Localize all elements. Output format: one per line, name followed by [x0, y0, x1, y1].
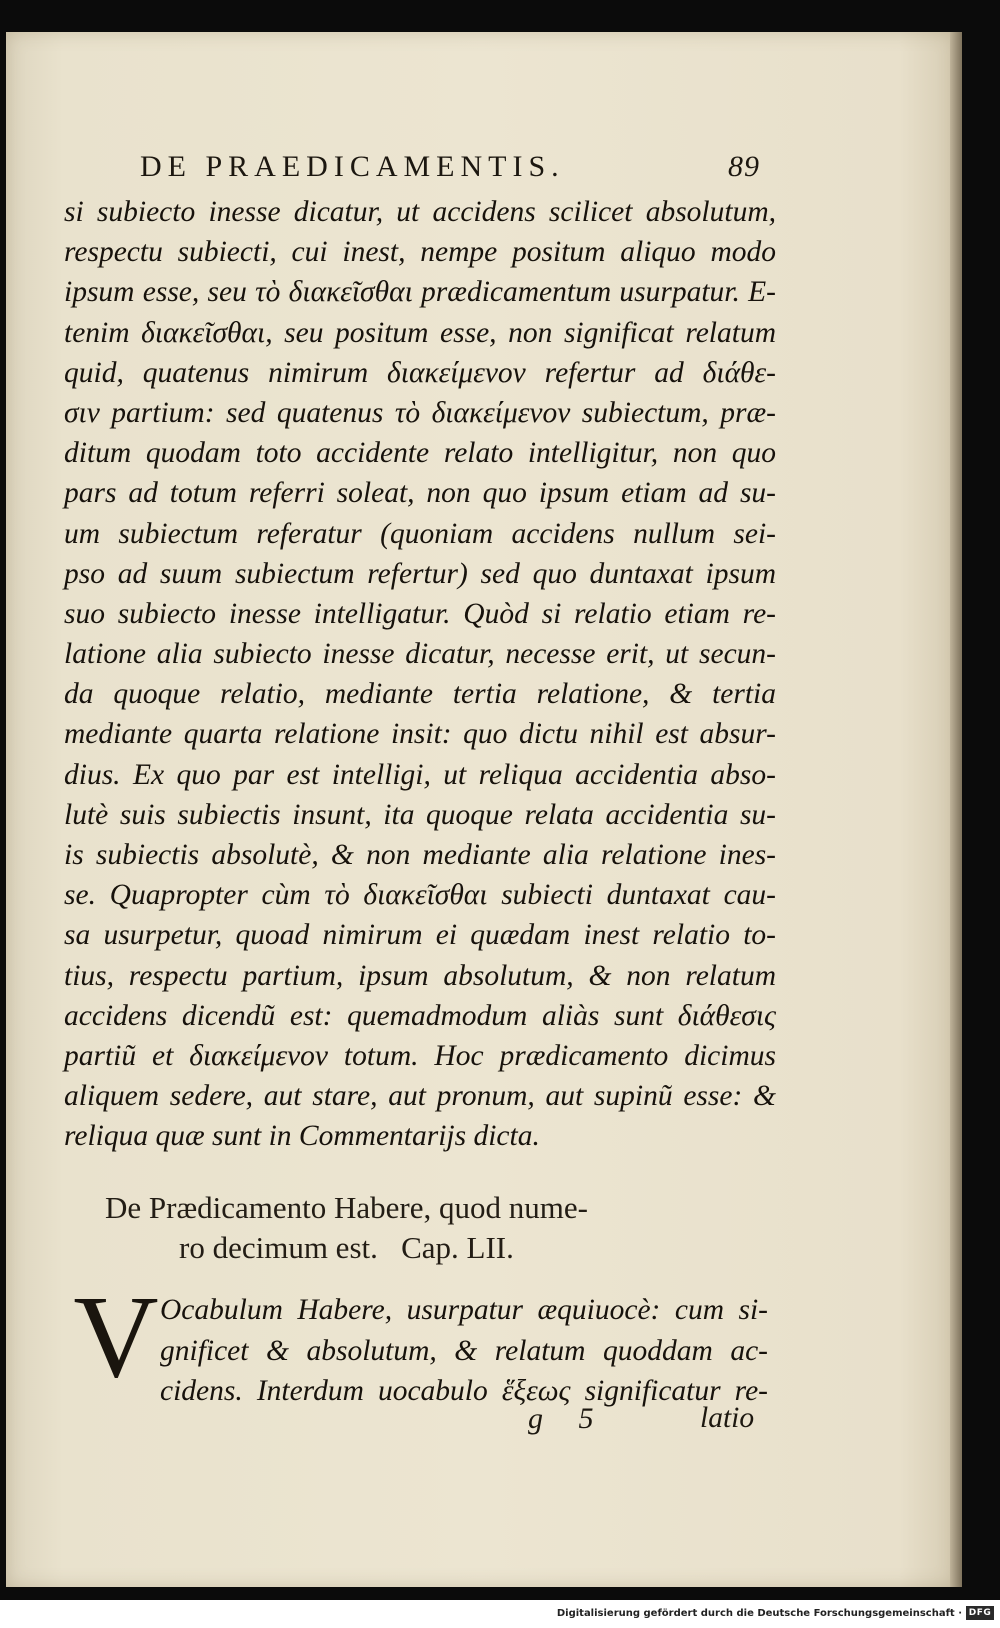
text-line: tenim διακεῖσθαι, seu positum esse, non significat relatum	[64, 316, 776, 349]
chapter-heading-line: ro decimum est. Cap. LII.	[179, 1230, 514, 1265]
drop-cap-initial: V	[73, 1271, 159, 1402]
text-line: pso ad suum subiectum refertur) sed quo duntaxat ipsum	[64, 557, 776, 590]
text-line: respectu subiecti, cui inest, nempe positum aliquo modo	[64, 236, 776, 269]
text-line: pars ad totum referri soleat, non quo ipsum etiam ad su-	[64, 477, 776, 510]
text-line: Ocabulum Habere, usurpatur æquiuocè: cum si-	[160, 1294, 768, 1326]
text-line: da quoque relatio, mediante tertia relatione, & tertia	[64, 678, 776, 711]
text-line: quid, quatenus nimirum διακείμενον refertur ad διάθε-	[64, 356, 776, 389]
text-line: suo subiecto inesse intelligatur. Quòd si relatio etiam re-	[64, 597, 776, 630]
dfg-logo: DFG	[966, 1606, 994, 1620]
text-line: is subiectis absolutè, & non mediante alia relatione ines-	[64, 839, 776, 871]
text-line: um subiectum referatur (quoniam accidens nullum sei-	[64, 517, 776, 550]
body-text	[64, 192, 776, 1157]
chapter-heading-line: De Prædicamento Habere, quod nume-	[105, 1190, 588, 1225]
text-line: se. Quapropter cùm τὸ διακεῖσθαι subiecti duntaxat cau-	[64, 879, 776, 912]
text-line: si subiecto inesse dicatur, ut accidens scilicet absolutum,	[64, 196, 776, 228]
text-line: gnificet & absolutum, & relatum quoddam ac-	[160, 1334, 768, 1367]
text-line: aliquem sedere, aut stare, aut pronum, aut supinũ esse: &	[64, 1080, 776, 1113]
running-head-title: DE PRAEDICAMENTIS.	[140, 150, 565, 183]
catchword: latio	[700, 1402, 755, 1434]
text-line: cidens. Interdum uocabulo ἕξεως significatur re-	[160, 1375, 768, 1407]
chapter-heading	[105, 1188, 765, 1268]
chapter-text	[160, 1290, 768, 1412]
text-line: latione alia subiecto inesse dicatur, necesse erit, ut secun-	[64, 638, 776, 671]
text-line: reliqua quæ sunt in Commentarijs dicta.	[64, 1120, 540, 1153]
text-line: σιν partium: sed quatenus τὸ διακείμενον subiectum, præ-	[64, 396, 776, 429]
text-line: dius. Ex quo par est intelligi, ut reliqua accidentia abso-	[64, 758, 776, 791]
text-line: tius, respectu partium, ipsum absolutum, & non relatum	[64, 959, 776, 992]
text-line: lutè suis subiectis insunt, ita quoque relata accidentia su-	[64, 798, 776, 831]
footer-credit: Digitalisierung gefördert durch die Deutsche Forschungsgemeinschaft ·	[556, 1608, 962, 1619]
text-line: ditum quodam toto accidente relato intelligitur, non quo	[64, 437, 776, 470]
page-number: 89	[728, 150, 760, 183]
text-line: accidens dicendũ est: quemadmodum aliàs sunt διάθεσις	[64, 999, 776, 1032]
text-line: partiũ et διακείμενον totum. Hoc prædicamento dicimus	[64, 1039, 776, 1072]
text-line: ipsum esse, seu τὸ διακεῖσθαι prædicamentum usurpatur. E-	[64, 276, 776, 309]
page-edge	[950, 32, 962, 1587]
signature-mark: g 5	[528, 1402, 608, 1435]
text-line: mediante quarta relatione insit: quo dictu nihil est absur-	[64, 718, 776, 751]
text-line: sa usurpetur, quoad nimirum ei quædam inest relatio to-	[64, 919, 776, 952]
running-head	[140, 150, 760, 190]
